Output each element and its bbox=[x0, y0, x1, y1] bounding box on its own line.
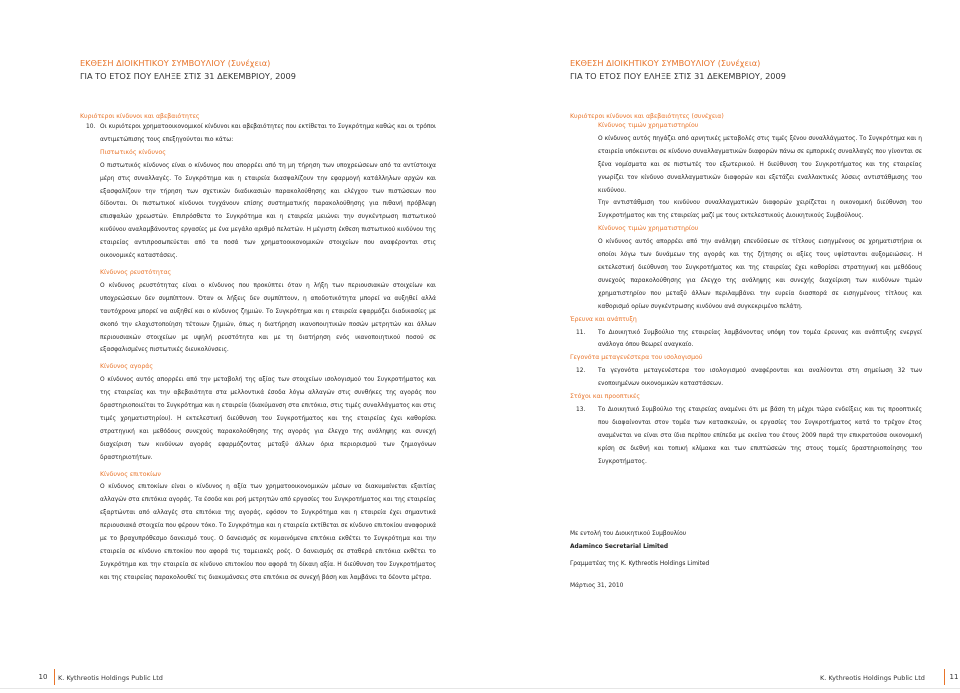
left-header-subtitle: ΓΙΑ ΤΟ ΕΤΟΣ ΠΟΥ ΕΛΗΞΕ ΣΤΙΣ 31 ΔΕΚΕΜΒΡΙΟΥ, 2009 bbox=[80, 71, 296, 81]
liquidity-risk-text: Ο κίνδυνος ρευστότητας είναι ο κίνδυνος που προκύπτει όταν η λήξη των περιουσιακών στοιχείων και υποχρεώσεων δεν συμπίπτουν. Όταν οι λήξεις δεν συμπίπτουν, η αποδοτικότητα μπορεί να αυξηθεί αλλά ταυτόχρονα μπορεί να αυξηθεί και ο κίνδυνος ζημιών. Το Συγκρότημα και η εταιρεία εφαρμόζει διαδικασίες με σκοπό την ελαχιστοποίηση τέτοιων ζημιών, όπως η διατήρηση ικανοποιητικών ποσών μετρητών και άλλων περιουσιακών στοιχείων με υψηλή ρευστότητα και με τη διατήρηση ενός ικανοποιητικού ποσού σε εξασφαλισμένες πιστωτικές διευκολύνσεις. bbox=[100, 282, 436, 354]
right-page-body bbox=[570, 113, 922, 468]
market-risk-title: Κίνδυνος αγοράς bbox=[100, 363, 153, 371]
right-header-title: ΕΚΘΕΣΗ ΔΙΟΙΚΗΤΙΚΟΥ ΣΥΜΒΟΥΛΙΟΥ (Συνέχεια) bbox=[570, 58, 761, 68]
left-footer-divider bbox=[54, 669, 55, 685]
right-header-subtitle: ΓΙΑ ΤΟ ΕΤΟΣ ΠΟΥ ΕΛΗΞΕ ΣΤΙΣ 31 ΔΕΚΕΜΒΡΙΟΥ, 2009 bbox=[570, 71, 786, 81]
signature-date: Μάρτιος 31, 2010 bbox=[570, 582, 624, 589]
currency-risk-text: Ο κίνδυνος αυτός πηγάζει από αρνητικές μεταβολές στις τιμές ξένου συναλλάγματος. Το Συγκρότημα και η εταιρεία υπόκεινται σε κίνδυνο συναλλαγματικών διαφορών πάνω σε εμπορικές συναλλαγές που γίνονται σε ξένα νομίσματα και σε πιστωτές του εξωτερικού. Η διεύθυνση του Συγκροτήματος και της εταιρείας γνωρίζει τον κίνδυνο συναλλαγματικών διαφορών και εξετάζει εναλλακτικές λύσεις αντιστάθμισης του κινδύνου. bbox=[598, 135, 922, 194]
currency-risk-text-2: Την αντιστάθμιση του κινδύνου συναλλαγματικών διαφορών χειρίζεται η οικονομική διεύθυνση του Συγκροτήματος και της εταιρείας μαζί με τους εκτελεστικούς Διοικητικούς Συμβούλους. bbox=[598, 200, 922, 220]
prospects-number: 13. bbox=[576, 406, 586, 413]
right-footer-company: K. Kythreotis Holdings Public Ltd bbox=[820, 674, 925, 682]
signature-block bbox=[570, 528, 870, 593]
bottom-rule bbox=[0, 688, 960, 689]
stock-price-risk-text: Ο κίνδυνος αυτός απορρέει από την ανάληψη επενδύσεων σε τίτλους εισηγμένους σε χρηματιστήρια οι οποίοι λόγω των δυνάμεων της αγοράς και της ζήτησης οι αξίες τους υφίστανται αυξομειώσεις. Η εκτελεστική διεύθυνση του Συγκροτήματος και της εταιρείας έχει καθορίσει στρατηγική και μεθόδους συνεχούς παρακολούθησης για έλεγχο της ανάληψης και συνεχής διαχείριση των κινδύνων τιμών χρηματιστηρίου που μεταξύ άλλων περιλαμβάνει την ευρεία διασπορά σε εισηγμένους τίτλους και καθορισμό ορίων συγκέντρωσης κινδύνου ανά συγκεκριμένο πελάτη. bbox=[598, 239, 922, 310]
events-number: 12. bbox=[576, 368, 586, 375]
left-page-number: 10 bbox=[38, 673, 48, 681]
left-footer-company: K. Kythreotis Holdings Public Ltd bbox=[58, 674, 163, 682]
research-item bbox=[570, 327, 922, 353]
stock-price-risk-title: Κίνδυνος τιμών χρηματιστηρίου bbox=[598, 225, 699, 233]
signature-line-1: Με εντολή του Διοικητικού Συμβουλίου bbox=[570, 531, 687, 537]
prospects-text: Το Διοικητικό Συμβούλιο της εταιρείας αναμένει ότι με βάση τη μέχρι τώρα ενδείξεις και τις προοπτικές που διαφαίνονται στον τομέα των κατασκευών, οι εργασίες του Συγκροτήματος κατά το τρέχον έτος αναμένεται να είναι στα ίδια περίπου επίπεδα με εκείνα του έτους 2009 παρά την επικρατούσα οικονομική κρίση σε διεθνή και τοπική κλίμακα και των επιπτώσεών της στους τομείς δραστηριοποίησης του Συγκροτήματος. bbox=[598, 406, 922, 465]
risk-list bbox=[80, 147, 436, 585]
events-title: Γεγονότα μεταγενέστερα του ισολογισμού bbox=[570, 354, 703, 362]
currency-risk-title: Κίνδυνος τιμών χρηματιστηρίου bbox=[598, 122, 699, 129]
left-section-title: Κυριότεροι κίνδυνοι και αβεβαιότητες bbox=[80, 113, 200, 120]
events-text: Τα γεγονότα μεταγενέστερα του ισολογισμού αναφέρονται και αναλύονται στη σημείωση 32 των ενοποιημένων οικονομικών καταστάσεων. bbox=[598, 368, 922, 388]
events-item bbox=[570, 365, 922, 391]
left-header-title: ΕΚΘΕΣΗ ΔΙΟΙΚΗΤΙΚΟΥ ΣΥΜΒΟΥΛΙΟΥ (Συνέχεια) bbox=[80, 58, 271, 68]
interest-risk-title: Κίνδυνος επιτοκίων bbox=[100, 470, 161, 478]
right-risk-list bbox=[570, 120, 922, 314]
risk-intro bbox=[80, 121, 436, 147]
signature-line-3: Γραμματέας της K. Kythreotis Holdings Limited bbox=[570, 560, 710, 567]
research-number: 11. bbox=[576, 329, 586, 336]
credit-risk-title: Πιστωτικός κίνδυνος bbox=[100, 148, 166, 156]
credit-risk-text: Ο πιστωτικός κίνδυνος είναι ο κίνδυνος που απορρέει από τη μη τήρηση των υποχρεώσεων από τα αντίστοιχα μέρη στις συναλλαγές. Το Συγκρότημα και η εταιρεία διασφαλίζουν την εφαρμογή κατάλληλων αρχών και εξασφαλίζουν την τήρηση των σχετικών διαδικασιών παρακολούθησης και ελέγχου των πιστώσεων που δίδονται. Οι πιστωτικοί κίνδυνοι τυγχάνουν επίσης συστηματικής παρακολούθησης για πιθανή πρόβλεψη επισφαλών χρεωστών. Επιπρόσθετα το Συγκρότημα και η εταιρεία μειώνει την συγκέντρωση πιστωτικού κινδύνου αναλαμβάνοντας εργασίες με ένα μεγάλο αριθμό πελατών. Η μέγιστη έκθεση πιστωτικού κινδύνου της εταιρείας αντιπροσωπεύεται από τα ποσά των χρηματοοικονομικών στοιχείων που αναφέρονται στις οικονομικές καταστάσεις. bbox=[100, 162, 436, 260]
prospects-title: Στόχοι και προοπτικές bbox=[570, 393, 641, 401]
research-text: Το Διοικητικό Συμβούλιο της εταιρείας λαμβάνοντας υπόψη τον τομέα έρευνας και ανάπτυξης ενεργεί ανάλογα όπου θεωρεί αναγκαίο. bbox=[598, 329, 922, 349]
signature-company: Adaminco Secretarial Limited bbox=[570, 543, 669, 550]
right-section-title: Κυριότεροι κίνδυνοι και αβεβαιότητες (συνέχεια) bbox=[570, 113, 724, 120]
right-page-number: 11 bbox=[949, 673, 959, 681]
research-title: Έρευνα και ανάπτυξη bbox=[570, 315, 637, 323]
left-page-body bbox=[80, 113, 436, 585]
intro-number: 10. bbox=[86, 124, 96, 130]
liquidity-risk-title: Κίνδυνος ρευστότητας bbox=[100, 268, 172, 276]
market-risk-text: Ο κίνδυνος αυτός απορρέει από την μεταβολή της αξίας των στοιχείων ισολογισμού του Συγκροτήματος και της εταιρείας και την αβεβαιότητα στα μελλοντικά έσοδα λόγω αλλαγών στις συνθήκες της αγοράς που δραστηριοποιείται το Συγκρότημα και η εταιρεία (διακύμανση στα επιτόκια, στις τιμές συναλλάγματος και στις τιμές χρηματιστηρίου). Η εκτελεστική διεύθυνση του Συγκροτήματος και της εταιρείας έχει καθορίσει στρατηγική και μεθόδους συνεχούς παρακολούθησης της αγοράς για έλεγχο της ανάληψης και συνεχή διαχείριση των κινδύνων αγοράς εφαρμόζοντας μεταξύ άλλων όρια περιορισμού των ζημιογόνων δραστηριοτήτων. bbox=[100, 377, 436, 461]
prospects-item bbox=[570, 404, 922, 469]
intro-text: Οι κυριότεροι χρηματοοικονομικοί κίνδυνοι και αβεβαιότητες που εκτίθεται το Συγκρότημα καθώς και οι τρόποι αντιμετώπισης τους επεξηγούνται πιο κάτω: bbox=[100, 124, 436, 143]
interest-risk-text: Ο κίνδυνος επιτοκίων είναι ο κίνδυνος η αξία των χρηματοοικονομικών μέσων να διακυμαίνεται εξαιτίας αλλαγών στα επιτόκια αγοράς. Τα έσοδα και ροή μετρητών από εργασίες του Συγκροτήματος και της εταιρείας εξαρτώνται από αλλαγές στα επιτόκια της αγοράς, εφόσον το Συγκρότημα και η εταιρεία έχει σημαντικά περιουσιακά στοιχεία που φέρουν τόκο. Το Συγκρότημα και η εταιρεία εκτίθεται σε κίνδυνο επιτοκίου αναφορικά με το βραχυπρόθεσμο δανεισμό τους. Ο δανεισμός σε κυμαινόμενα επιτόκια εκθέτει το Συγκρότημα και την εταιρεία σε κίνδυνο επιτοκίου που αφορά τις ταμειακές ροές. Ο δανεισμός σε σταθερά επιτόκια εκθέτει το Συγκρότημα και την εταιρεία σε κίνδυνο επιτοκίου που αφορά τη δίκαιη αξία. Η διεύθυνση του Συγκροτήματος και της εταιρείας παρακολουθεί τις διακυμάνσεις στα επιτόκια σε συνεχή βάση και λαμβάνει τα δέοντα μέτρα. bbox=[100, 484, 436, 581]
